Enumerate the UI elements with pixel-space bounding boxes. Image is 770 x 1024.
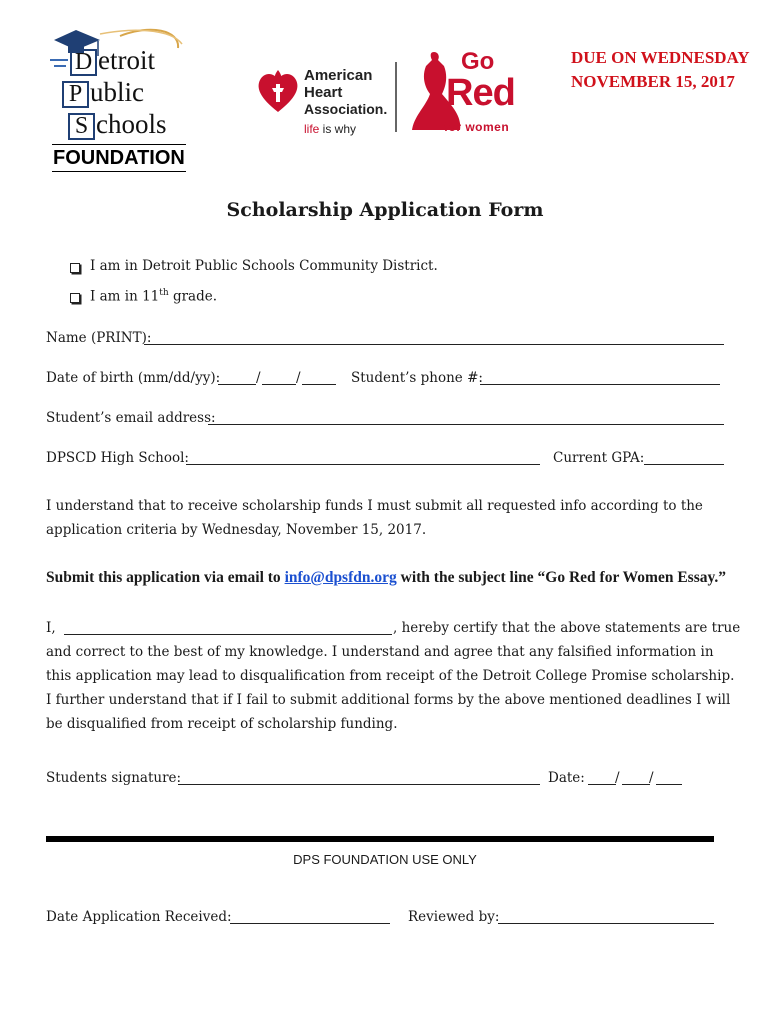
dps-letter-p: P <box>62 81 89 108</box>
submit-instructions <box>46 569 726 587</box>
gored-for-women-text: for women <box>444 120 510 134</box>
dob-month-field[interactable] <box>218 384 256 385</box>
grade-superscript: th <box>159 288 169 298</box>
signature-date-year-field[interactable] <box>656 784 682 785</box>
school-field[interactable] <box>186 464 540 465</box>
certify-name-field[interactable] <box>64 634 392 635</box>
gored-go-text: Go <box>461 48 495 75</box>
grade-checkbox[interactable] <box>70 293 80 303</box>
certify-first-line: , hereby certify that the above statements are true <box>393 620 741 636</box>
certify-body: and correct to the best of my knowledge. I understand and agree that any falsified information in this application may lead to disqualification from receipt of the Detroit College Promise scholarship. I further understand that if I fail to submit additional forms by the above mentioned deadlines I will be disqualified from receipt of scholarship funding. <box>46 644 735 732</box>
certify-prefix: I, <box>46 620 56 636</box>
phone-label: Student’s phone #: <box>351 370 483 386</box>
dob-slash-2: / <box>296 370 301 386</box>
due-date-line-1: DUE ON WEDNESDAY <box>571 48 750 67</box>
submit-email-link[interactable]: info@dpsfdn.org <box>284 569 397 586</box>
gored-red-text: Red <box>446 72 515 114</box>
signature-date-slash-1: / <box>615 770 620 786</box>
district-checkbox-label: I am in Detroit Public Schools Community District. <box>90 258 438 274</box>
name-label: Name (PRINT): <box>46 330 152 346</box>
grade-text-before: I am in 11 <box>90 288 160 305</box>
signature-date-slash-2: / <box>649 770 654 786</box>
dps-letter-d: D <box>70 49 97 76</box>
aha-line-heart: Heart <box>304 84 343 101</box>
gpa-field[interactable] <box>644 464 724 465</box>
email-label: Student’s email address: <box>46 410 216 426</box>
dob-label: Date of birth (mm/dd/yy): <box>46 370 221 386</box>
submit-text-after: with the subject line “Go Red for Women Essay.” <box>396 569 726 586</box>
signature-date-label: Date: <box>548 770 585 786</box>
signature-date-day-field[interactable] <box>622 784 650 785</box>
name-field[interactable] <box>144 344 724 345</box>
aha-tagline <box>304 122 356 136</box>
dps-letter-s: S <box>68 113 95 140</box>
received-date-field[interactable] <box>230 923 390 924</box>
dob-day-field[interactable] <box>262 384 296 385</box>
received-date-label: Date Application Received: <box>46 909 232 925</box>
signature-field[interactable] <box>178 784 540 785</box>
office-use-divider <box>46 836 714 842</box>
dob-slash-1: / <box>256 370 261 386</box>
district-checkbox[interactable] <box>70 263 80 273</box>
office-use-heading: DPS FOUNDATION USE ONLY <box>293 852 477 867</box>
reviewed-by-field[interactable] <box>498 923 714 924</box>
email-field[interactable] <box>208 424 724 425</box>
gpa-label: Current GPA: <box>553 450 645 466</box>
submit-text-before: Submit this application via email to <box>46 569 285 586</box>
heart-torch-icon <box>256 64 300 116</box>
page-title: Scholarship Application Form <box>226 199 544 221</box>
dob-year-field[interactable] <box>302 384 336 385</box>
aha-line-association: Association. <box>304 101 388 117</box>
dps-word-etroit: etroit <box>98 45 155 75</box>
understand-paragraph: I understand that to receive scholarship funds I must submit all requested info according to the application criteria by Wednesday, November 15, 2017. <box>46 498 703 538</box>
dps-logo-rule-top <box>52 144 186 145</box>
grade-text-after: grade. <box>168 288 218 305</box>
aha-tagline-rest: is why <box>319 122 357 136</box>
aha-line-american: American <box>304 67 373 84</box>
signature-date-month-field[interactable] <box>588 784 616 785</box>
signature-label: Students signature: <box>46 770 182 786</box>
dps-logo-rule-bottom <box>52 171 186 172</box>
dps-word-ublic: ublic <box>90 77 144 107</box>
school-label: DPSCD High School: <box>46 450 189 466</box>
grade-checkbox-label <box>90 288 217 305</box>
phone-field[interactable] <box>480 384 720 385</box>
reviewed-by-label: Reviewed by: <box>408 909 500 925</box>
due-date-line-2: NOVEMBER 15, 2017 <box>571 72 735 91</box>
aha-tagline-life: life <box>304 122 320 136</box>
dps-foundation-word: FOUNDATION <box>53 147 185 169</box>
logo-divider <box>395 62 397 132</box>
dps-word-chools: chools <box>96 109 167 139</box>
